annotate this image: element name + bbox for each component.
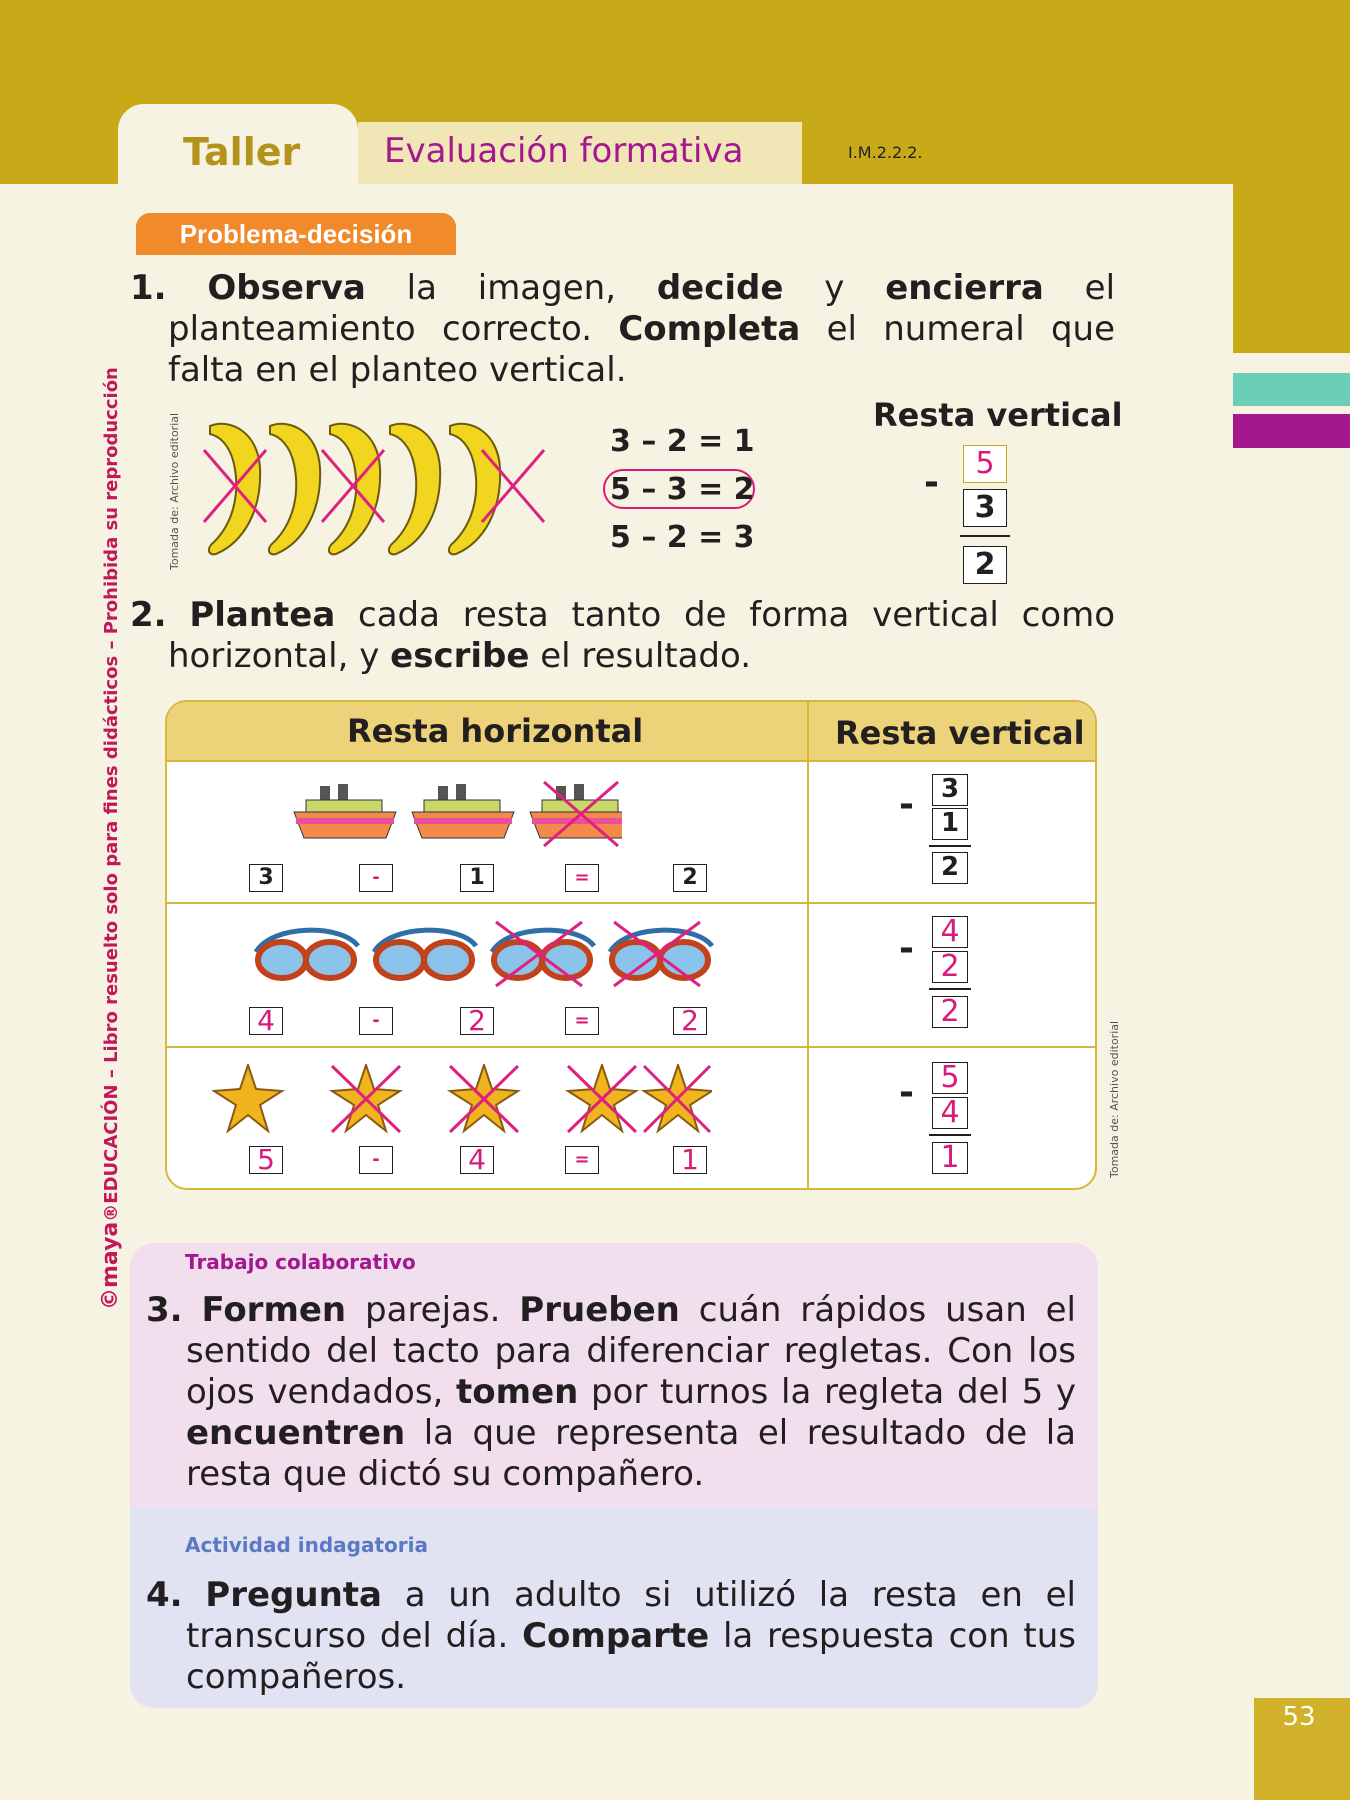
starfish-illustration	[212, 1064, 712, 1134]
goggles-icon	[374, 930, 476, 978]
row1-v-subtrahend: 1	[932, 808, 968, 840]
q3-text-4: la que representa el resultado de la resta que dictó su compañero.	[186, 1413, 1076, 1494]
side-credit	[98, 367, 126, 1310]
starfish-icon	[214, 1065, 282, 1131]
banana-icon	[389, 424, 440, 554]
q2-text-1: cada resta tanto de forma vertical como horizontal, y	[168, 595, 1115, 676]
row3-equals: =	[565, 1146, 599, 1174]
goggles-icon	[610, 930, 712, 978]
row2-minus: -	[359, 1007, 393, 1035]
q3-verb-2: Prueben	[519, 1290, 680, 1330]
row3-minus: -	[359, 1146, 393, 1174]
question-1	[130, 268, 1115, 391]
q3-verb-3: tomen	[456, 1372, 579, 1412]
teal-tab	[1233, 373, 1350, 406]
q1-verb-4: Completa	[618, 309, 801, 349]
credit-text: ®EDUCACIÓN – Libro resuelto solo para fines didácticos – Prohibida su reproducción	[101, 367, 122, 1222]
bananas-illustration	[200, 418, 560, 558]
q1-text-4: el numeral que falta en el planteo vertical.	[168, 309, 1115, 390]
header-divider	[167, 760, 1097, 762]
q4-verb-1: Pregunta	[205, 1575, 382, 1615]
row1-v-line	[929, 845, 971, 847]
row3-result: 1	[673, 1146, 707, 1174]
q1-vertical-result: 2	[963, 546, 1007, 584]
q1-text-1: la imagen,	[365, 268, 657, 308]
goggles-icon	[492, 930, 594, 978]
q2-number: 2.	[130, 595, 167, 635]
q1-sum-line	[960, 535, 1010, 537]
question-4	[146, 1575, 1076, 1698]
row2-v-line	[929, 988, 971, 990]
taller-title: Taller	[183, 130, 301, 174]
column-divider	[807, 702, 809, 1190]
goggles-illustration	[252, 920, 722, 990]
goggles-icon	[256, 930, 358, 978]
q1-vertical-title: Resta vertical	[873, 396, 1123, 434]
brand-logo: ©maya	[98, 1221, 123, 1310]
banana-icon	[449, 424, 500, 554]
row2-v-minus: -	[899, 928, 914, 969]
row1-v-result: 2	[932, 852, 968, 884]
row-divider	[167, 902, 1097, 904]
banana-icon	[269, 424, 320, 554]
row1-v-minuend: 3	[932, 774, 968, 806]
row1-minuend: 3	[249, 864, 283, 892]
row1-result: 2	[673, 864, 707, 892]
row3-minuend: 5	[249, 1146, 283, 1174]
q3-text-3: por turnos la regleta del 5 y	[578, 1372, 1076, 1412]
inquiry-label: Actividad indagatoria	[185, 1533, 428, 1557]
q1-text-2: y	[783, 268, 886, 308]
row2-equals: =	[565, 1007, 599, 1035]
photo-credit-2: Tomada de: Archivo editorial	[1108, 1020, 1121, 1178]
q1-verb-3: encierra	[885, 268, 1044, 308]
question-3	[146, 1290, 1076, 1495]
ship-icon	[412, 784, 514, 838]
q4-text-2: la respuesta con tus compañeros.	[186, 1616, 1076, 1697]
row2-v-result: 2	[932, 996, 968, 1028]
collaborative-label: Trabajo colaborativo	[185, 1250, 416, 1274]
q2-verb-1: Plantea	[189, 595, 336, 635]
row3-v-result: 1	[932, 1142, 968, 1174]
row2-v-subtrahend: 2	[932, 951, 968, 983]
q1-text-3: el planteamiento correcto.	[168, 268, 1116, 349]
q1-minus-sign: -	[924, 462, 939, 503]
row3-v-minuend: 5	[932, 1062, 968, 1094]
q1-number: 1.	[130, 268, 167, 308]
row3-subtrahend: 4	[460, 1146, 494, 1174]
q1-vertical-minuend: 5	[963, 445, 1007, 483]
subtraction-table	[165, 700, 1097, 1190]
col-horizontal-header: Resta horizontal	[347, 712, 644, 750]
q3-text-2: cuán rápidos usan el sentido del tacto para diferenciar regletas. Con los ojos vendados,	[186, 1290, 1076, 1412]
q4-text-1: a un adulto si utilizó la resta en el transcurso del día.	[186, 1575, 1077, 1656]
row1-v-minus: -	[899, 784, 914, 825]
photo-credit-1: Tomada de: Archivo editorial	[168, 412, 181, 570]
col-vertical-header: Resta vertical	[835, 714, 1085, 752]
ship-icon	[294, 784, 396, 838]
row1-subtrahend: 1	[460, 864, 494, 892]
magenta-tab	[1233, 414, 1350, 448]
section-title: Evaluación formativa	[384, 131, 744, 171]
q2-text-2: el resultado.	[529, 636, 752, 676]
row2-minuend: 4	[249, 1007, 283, 1035]
q3-text-1: parejas.	[346, 1290, 520, 1330]
row3-v-line	[929, 1134, 971, 1136]
ships-illustration	[292, 780, 622, 850]
problem-decision-pill: Problema-decisión	[136, 213, 456, 255]
row3-v-minus: -	[899, 1072, 914, 1113]
banana-icon	[209, 424, 260, 554]
q1-verb-2: decide	[656, 268, 784, 308]
question-2	[130, 595, 1115, 677]
q1-vertical-subtrahend: 3	[963, 489, 1007, 527]
row2-subtrahend: 2	[460, 1007, 494, 1035]
row2-v-minuend: 4	[932, 916, 968, 948]
row3-v-subtrahend: 4	[932, 1097, 968, 1129]
page-number: 53	[1282, 1702, 1316, 1732]
row1-minus: -	[359, 864, 393, 892]
curriculum-code: I.M.2.2.2.	[848, 143, 923, 162]
q3-verb-4: encuentren	[186, 1413, 406, 1453]
row2-result: 2	[673, 1007, 707, 1035]
right-band	[1233, 0, 1350, 353]
q4-verb-2: Comparte	[522, 1616, 710, 1656]
q2-verb-2: escribe	[390, 636, 530, 676]
equation-2: 5 – 3 = 2	[610, 472, 755, 507]
q3-number: 3.	[146, 1290, 183, 1330]
q4-number: 4.	[146, 1575, 183, 1615]
q3-verb-1: Formen	[201, 1290, 347, 1330]
equation-1: 3 – 2 = 1	[610, 424, 755, 459]
row-divider	[167, 1046, 1097, 1048]
q1-verb-1: Observa	[207, 268, 366, 308]
row1-equals: =	[565, 864, 599, 892]
equation-3: 5 – 2 = 3	[610, 520, 755, 555]
